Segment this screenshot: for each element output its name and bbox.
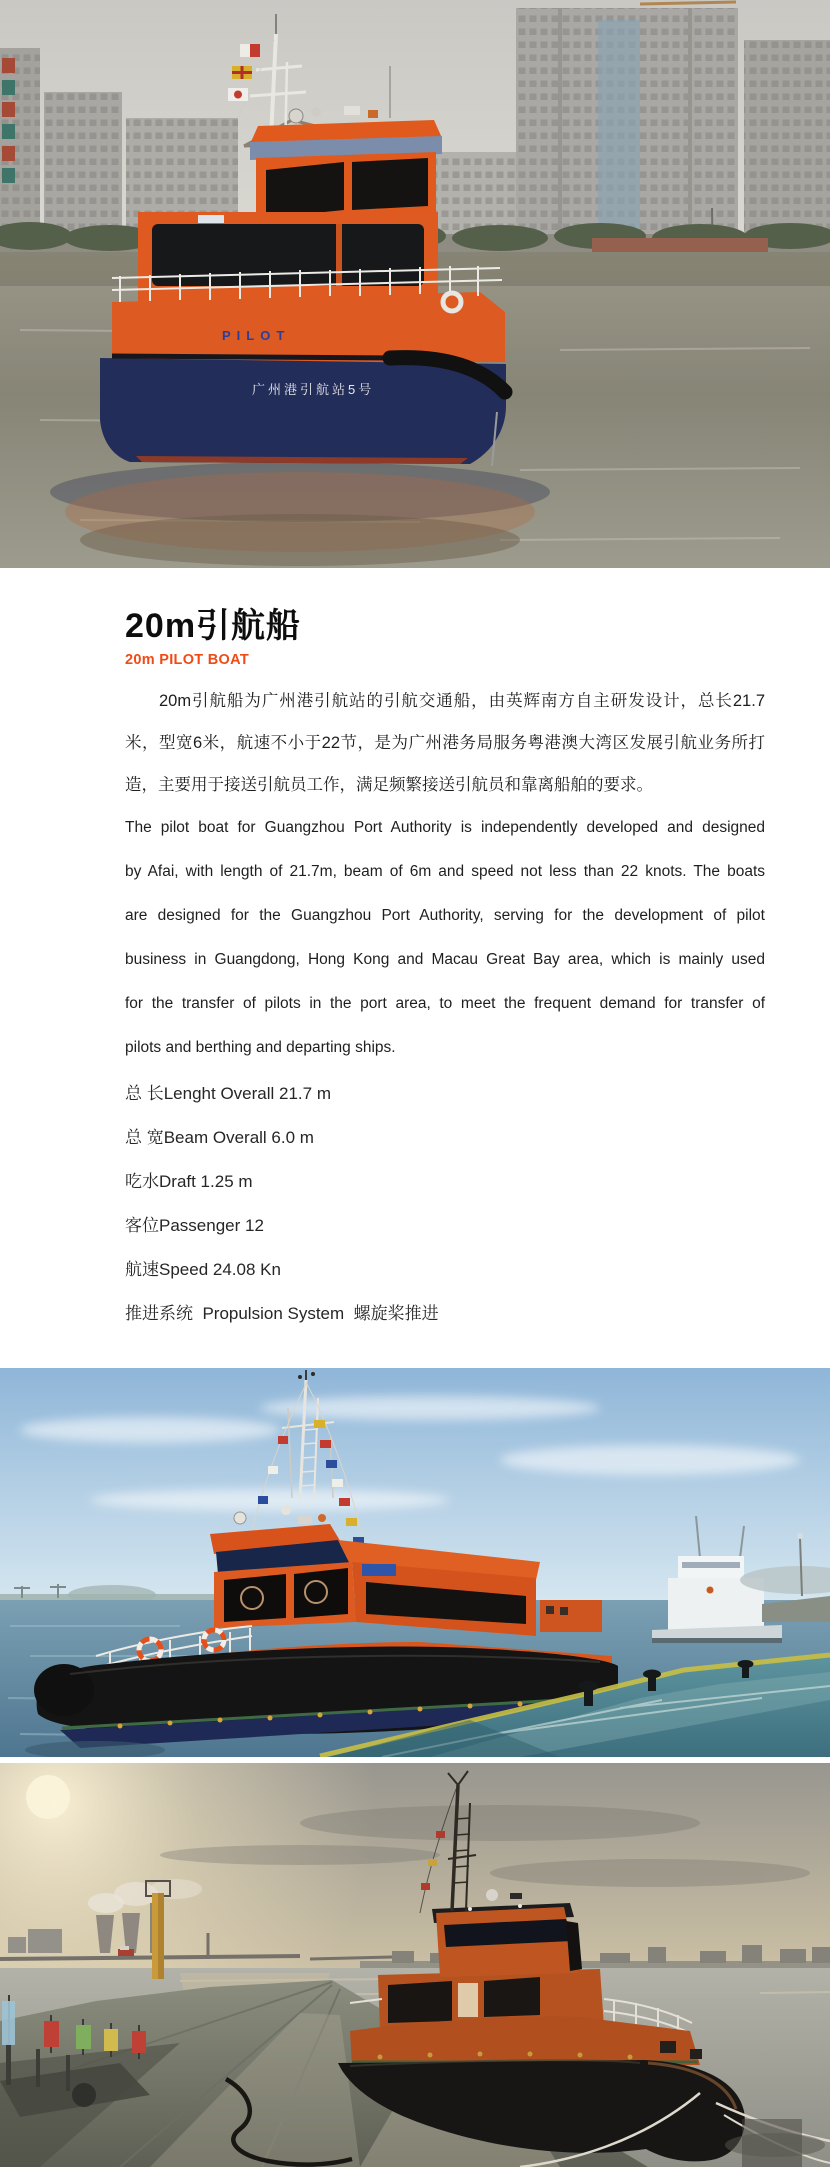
paragraph-line: pilots and berthing and departing ships. [125,1039,396,1056]
page-title: 20m引航船 [125,607,302,645]
paragraph-line: are designed for the Guangzhou Port Authority, serving for the development of pilot [125,907,765,924]
paragraph-english [125,806,765,1070]
spec-propulsion-system: 推进系统 Propulsion System 螺旋桨推进 [125,1304,439,1323]
photo-pilot-boat-dusk [0,1763,830,2167]
paragraph-chinese [125,680,765,806]
spec-length-overall: 总 长Lenght Overall 21.7 m [125,1084,331,1103]
paragraph-line: The pilot boat for Guangzhou Port Authority is independently developed and designed [125,819,765,836]
paragraph-line: business in Guangdong, Hong Kong and Macau Great Bay area, which is mainly used [125,951,765,968]
spec-draft: 吃水Draft 1.25 m [125,1172,253,1191]
hull [100,356,506,466]
bulwark [112,292,505,362]
paragraph-line: 米，型宽6米，航速不小于22节，是为广州港务局服务粤港澳大湾区发展引航业务所打 [125,734,765,752]
name-sign [362,1564,396,1576]
boat-reflection [50,462,550,566]
paragraph-line: by Afai, with length of 21.7m, beam of 6m and speed not less than 22 knots. The boats [125,863,765,880]
construction-tower [516,2,738,244]
spec-passenger: 客位Passenger 12 [125,1216,264,1235]
page-subtitle: 20m PILOT BOAT [125,652,249,668]
specifications-list [125,1072,765,1336]
photo-pilot-boat-sea-trial [0,0,830,568]
sun [26,1775,70,1819]
saloon-cabin [138,212,438,304]
small-red-boat [118,1949,134,1956]
bulwark-text: PILOT [222,328,291,343]
dock-shed [592,238,768,253]
spec-beam-overall: 总 宽Beam Overall 6.0 m [125,1128,314,1147]
paragraph-line: 20m引航船为广州港引航站的引航交通船，由英辉南方自主研发设计，总长21.7 [159,692,765,710]
hull-name-text: 广州港引航站5号 [252,382,375,397]
radar [344,106,360,115]
lit-window [458,1983,478,2017]
paragraph-line: 造，主要用于接送引航员工作，满足频繁接送引航员和靠离船舶的要求。 [125,776,653,794]
paragraph-line: for the transfer of pilots in the port area, to meet the frequent demand for transfer of [125,995,765,1012]
photo-pilot-boat-at-dock [0,1368,830,1757]
spec-speed: 航速Speed 24.08 Kn [125,1260,281,1279]
